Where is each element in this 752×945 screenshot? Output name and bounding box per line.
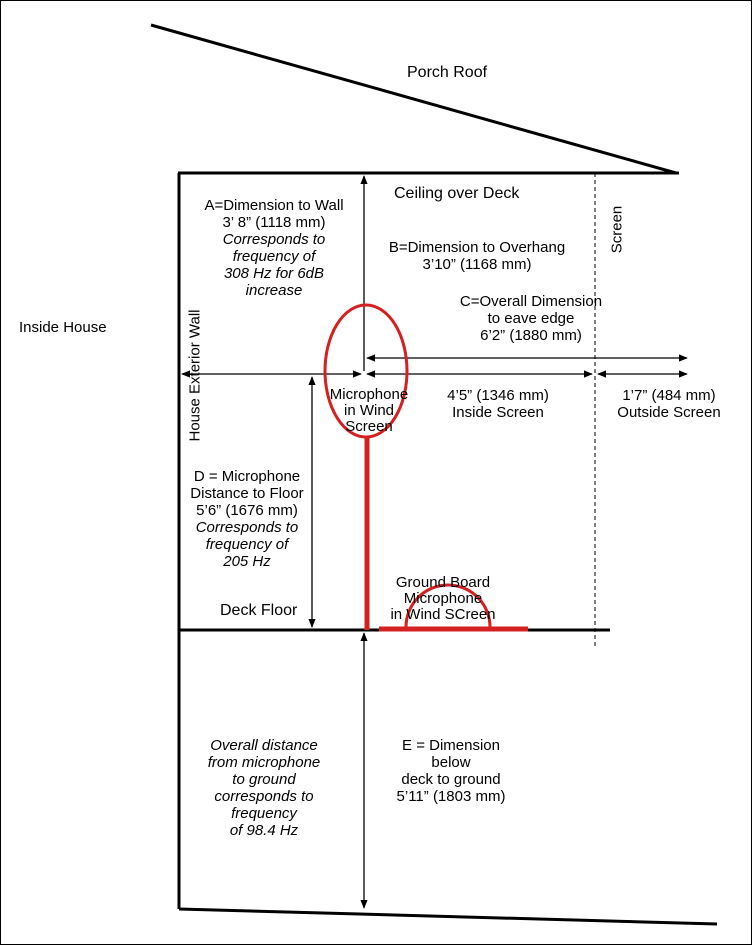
dim-a-label [187, 197, 361, 299]
inside-screen-line1: 4’5” (1346 mm) [447, 387, 549, 404]
ground-board-line2: Microphone [403, 590, 483, 607]
dim-c-line3: 6’2” (1880 mm) [480, 327, 582, 344]
house-exterior-wall-label: House Exterior Wall [186, 309, 204, 442]
outside-screen-label [604, 387, 734, 421]
dim-d-label [179, 468, 315, 570]
dim-a-line1: A=Dimension to Wall [204, 197, 344, 214]
ceiling-over-deck-label: Ceiling over Deck [394, 185, 520, 202]
overall-line5: frequency [231, 805, 297, 822]
screen-label: Screen [608, 205, 626, 254]
dim-e-label [376, 737, 526, 805]
ground-board-label [378, 575, 508, 623]
dim-e-line4: 5’11” (1803 mm) [396, 788, 506, 805]
overall-line4: corresponds to [214, 788, 314, 805]
dim-a-line5: 308 Hz for 6dB [223, 265, 325, 282]
dim-a-line3: Corresponds to [222, 231, 326, 248]
overall-line3: to ground [232, 771, 296, 788]
dim-d-line4: Corresponds to [195, 519, 299, 536]
dim-e-line3: deck to ground [401, 771, 501, 788]
porch-roof-label: Porch Roof [407, 64, 488, 81]
dim-c-line2: to eave edge [487, 310, 575, 327]
dim-d-line6: 205 Hz [223, 553, 271, 570]
dim-a-line2: 3’ 8” (1118 mm) [222, 214, 326, 231]
ground-board-line1: Ground Board [395, 574, 491, 591]
microphone-label [319, 387, 419, 435]
dim-c-line1: C=Overall Dimension [459, 293, 603, 310]
outside-screen-line2: Outside Screen [617, 404, 721, 421]
microphone-line1: Microphone [329, 386, 409, 403]
dim-c-label [431, 293, 631, 344]
overall-line6: of 98.4 Hz [229, 822, 299, 839]
overall-line1: Overall distance [210, 737, 318, 754]
dim-a-line6: increase [245, 282, 303, 299]
overall-line2: from microphone [207, 754, 321, 771]
ground-line [179, 909, 717, 924]
inside-screen-line2: Inside Screen [452, 404, 544, 421]
overall-distance-label [184, 737, 344, 839]
outside-screen-line1: 1’7” (484 mm) [622, 387, 716, 404]
microphone-line2: in Wind [343, 402, 395, 419]
dim-d-line2: Distance to Floor [190, 485, 304, 502]
dim-d-line1: D = Microphone [193, 468, 301, 485]
ground-board-line3: in Wind SCreen [390, 606, 496, 623]
porch-roof-line [151, 25, 676, 173]
dim-b-line2: 3’10” (1168 mm) [422, 256, 532, 273]
dim-e-line2: below [431, 754, 471, 771]
dim-b-label [377, 239, 577, 273]
deck-floor-label: Deck Floor [220, 602, 298, 619]
dim-d-line3: 5’6” (1676 mm) [196, 502, 298, 519]
dim-a-line4: frequency of [232, 248, 316, 265]
inside-screen-label [433, 387, 563, 421]
dim-b-line1: B=Dimension to Overhang [388, 239, 566, 256]
inside-house-label: Inside House [19, 319, 107, 336]
dim-d-line5: frequency of [205, 536, 289, 553]
dim-e-line1: E = Dimension [402, 737, 500, 754]
microphone-line3: Screen [345, 418, 393, 435]
